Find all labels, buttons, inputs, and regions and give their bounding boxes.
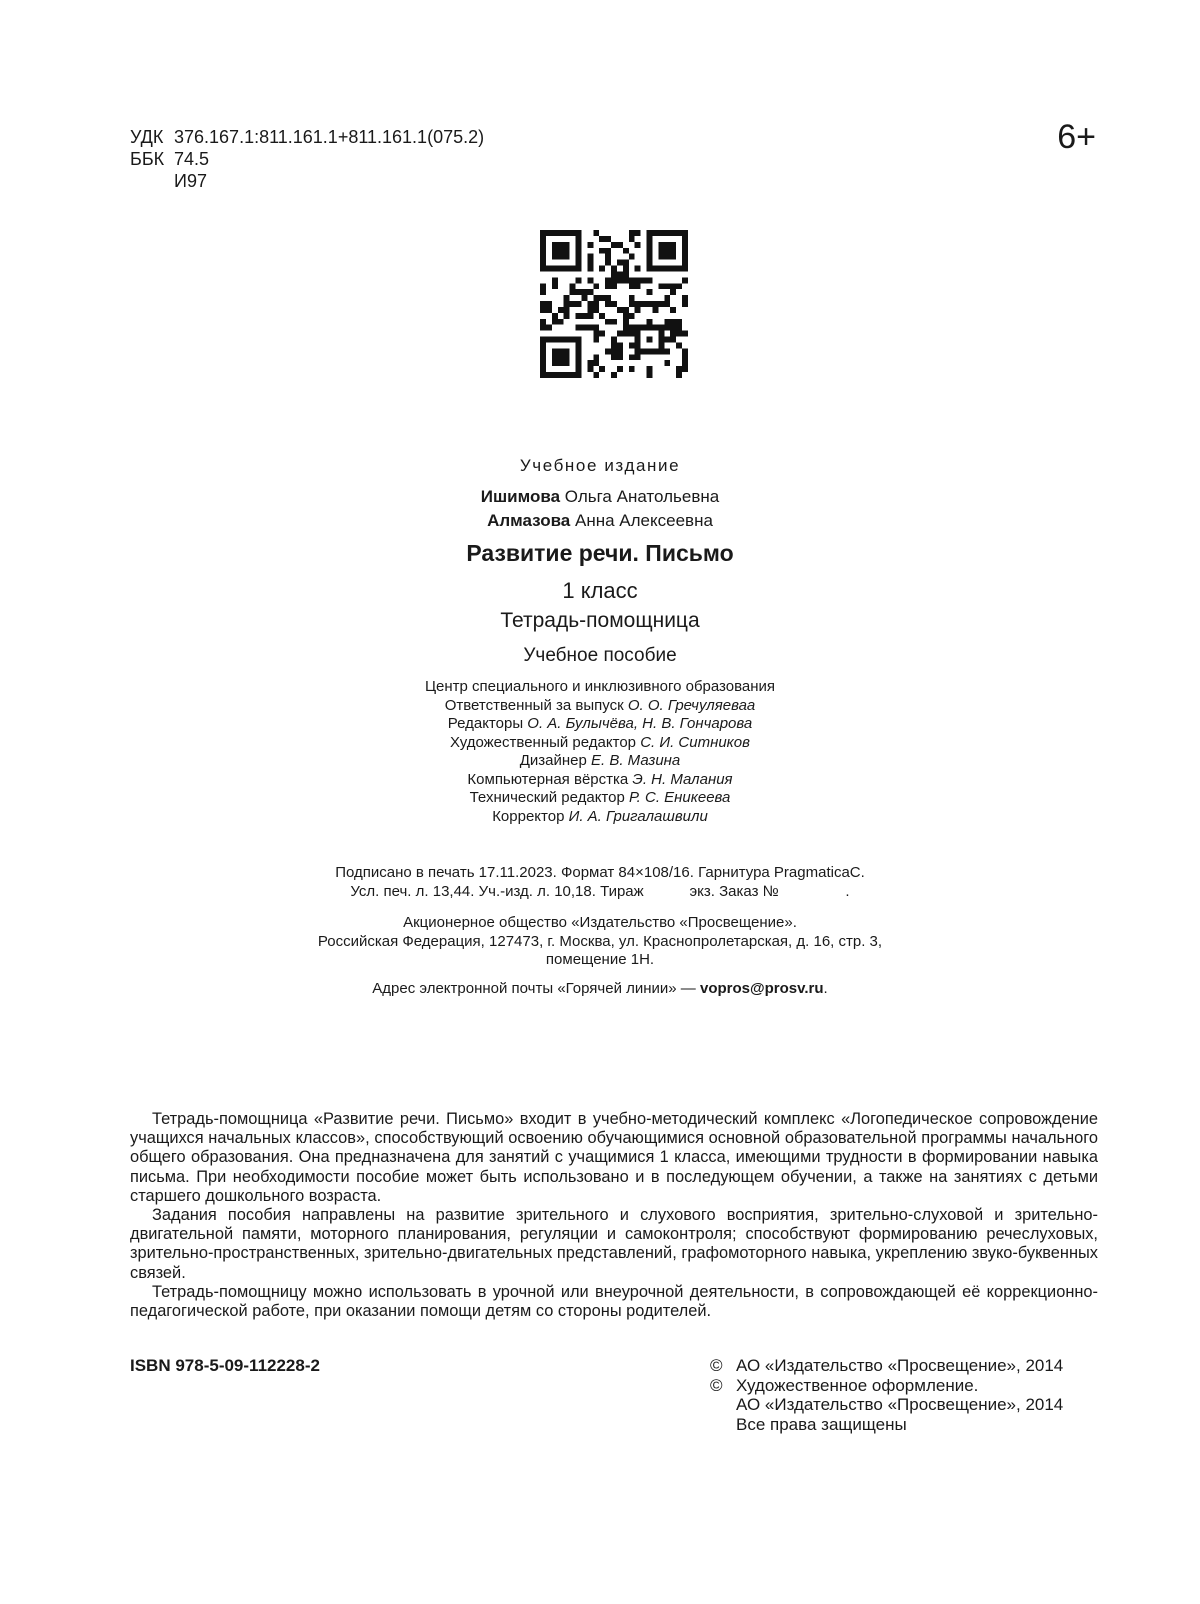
hotline: Адрес электронной почты «Горячей линии» — vopros@prosv.ru. [372, 980, 828, 997]
credit-line: Компьютерная вёрстка Э. Н. Малания [467, 770, 733, 788]
publisher-line: помещение 1Н. [545, 951, 655, 968]
age-rating: 6+ [1057, 118, 1096, 156]
imprint-line: Усл. печ. л. 13,44. Уч.-изд. л. 10,18. Тираж экз. Заказ № . [350, 882, 850, 900]
author-2-given: Анна Алексеевна [575, 511, 713, 530]
udk-row [130, 126, 484, 148]
udk-label: УДК [130, 127, 164, 147]
classification-block [130, 126, 484, 192]
udk-value: 376.167.1:811.161.1+811.161.1(075.2) [174, 127, 485, 147]
hotline-email-link[interactable]: vopros@prosv.ru [699, 980, 824, 997]
copyright-icon: © [710, 1356, 723, 1375]
qr-code-icon [540, 230, 688, 378]
credits-list [0, 678, 1200, 826]
book-title: Развитие речи. Письмо [466, 540, 734, 566]
credit-line: Технический редактор Р. С. Еникеева [469, 789, 731, 806]
author-code: И97 [174, 171, 207, 191]
annotation-paragraph: Тетрадь-помощницу можно использовать в урочной или внеурочной деятельности, в сопровождающей её коррекционно-педагогической работе, при оказании помощи детям со стороны родителей. [130, 1282, 1098, 1321]
credit-line: Центр специального и инклюзивного образования [424, 678, 776, 695]
author-2 [0, 511, 1200, 531]
isbn: ISBN 978-5-09-112228-2 [130, 1356, 320, 1375]
annotation [130, 1110, 1098, 1321]
credit-line: Редакторы О. А. Булычёва, Н. В. Гончарова [447, 715, 753, 732]
credit-line: Ответственный за выпуск О. О. Гречуляеваа [444, 696, 756, 714]
annotation-paragraph: Задания пособия направлены на развитие зрительного и слухового восприятия, зрительно-слуховой и зрительно-двигательной памяти, моторного планирования, регуляции и самоконтроля; способствуют формированию речеслуховых, зрительно-пространственных, зрительно-двигательных представлений, графомоторного навыка, укреплению звуко-буквенных связей. [130, 1206, 1098, 1282]
author-code-row [130, 170, 484, 192]
publisher-block [0, 914, 1200, 970]
subtitle: Тетрадь-помощница [500, 609, 700, 632]
bbk-value: 74.5 [174, 149, 210, 169]
annotation-paragraph: Тетрадь-помощница «Развитие речи. Письмо» входит в учебно-методический комплекс «Логопедическое сопровождение учащихся начальных классов», способствующий освоению обучающимися основной образовательной программы начального общего образования. Она предназначена для занятий с учащимися 1 класса, имеющими трудности в формировании навыка письма. При необходимости пособие может быть использовано и в последующем обучении, а также на занятиях с детьми старшего дошкольного возраста. [130, 1110, 1098, 1205]
author-1 [0, 487, 1200, 507]
bbk-label: ББК [130, 149, 165, 169]
author-2-surname: Алмазова [487, 511, 571, 530]
copyright-icon: © [710, 1375, 723, 1395]
credit-line: Художественный редактор С. И. Ситников [450, 733, 750, 751]
author-1-given: Ольга Анатольевна [564, 487, 720, 506]
hotline-label: Адрес электронной почты «Горячей линии» — [372, 980, 696, 997]
imprint-block [0, 864, 1200, 901]
edition-type: Учебное издание [519, 456, 681, 475]
credit-line: Корректор И. А. Григалашвили [492, 807, 708, 825]
publisher-line: Акционерное общество «Издательство «Просвещение». [403, 914, 797, 931]
publisher-line: Российская Федерация, 127473, г. Москва, ул. Краснопролетарская, д. 16, стр. 3, [317, 932, 883, 950]
credit-line: Дизайнер Е. В. Мазина [519, 752, 681, 769]
imprint-line: Подписано в печать 17.11.2023. Формат 84×108/16. Гарнитура PragmaticaC. [335, 864, 865, 881]
grade: 1 класс [562, 578, 638, 603]
author-1-surname: Ишимова [480, 487, 561, 506]
copyright-block: © АО «Издательство «Просвещение», 2014 © Художественное оформление. АО «Издательство «Просвещение», 2014 Все права защищены [710, 1356, 1064, 1434]
publication-kind: Учебное пособие [523, 645, 677, 666]
bbk-row [130, 148, 484, 170]
